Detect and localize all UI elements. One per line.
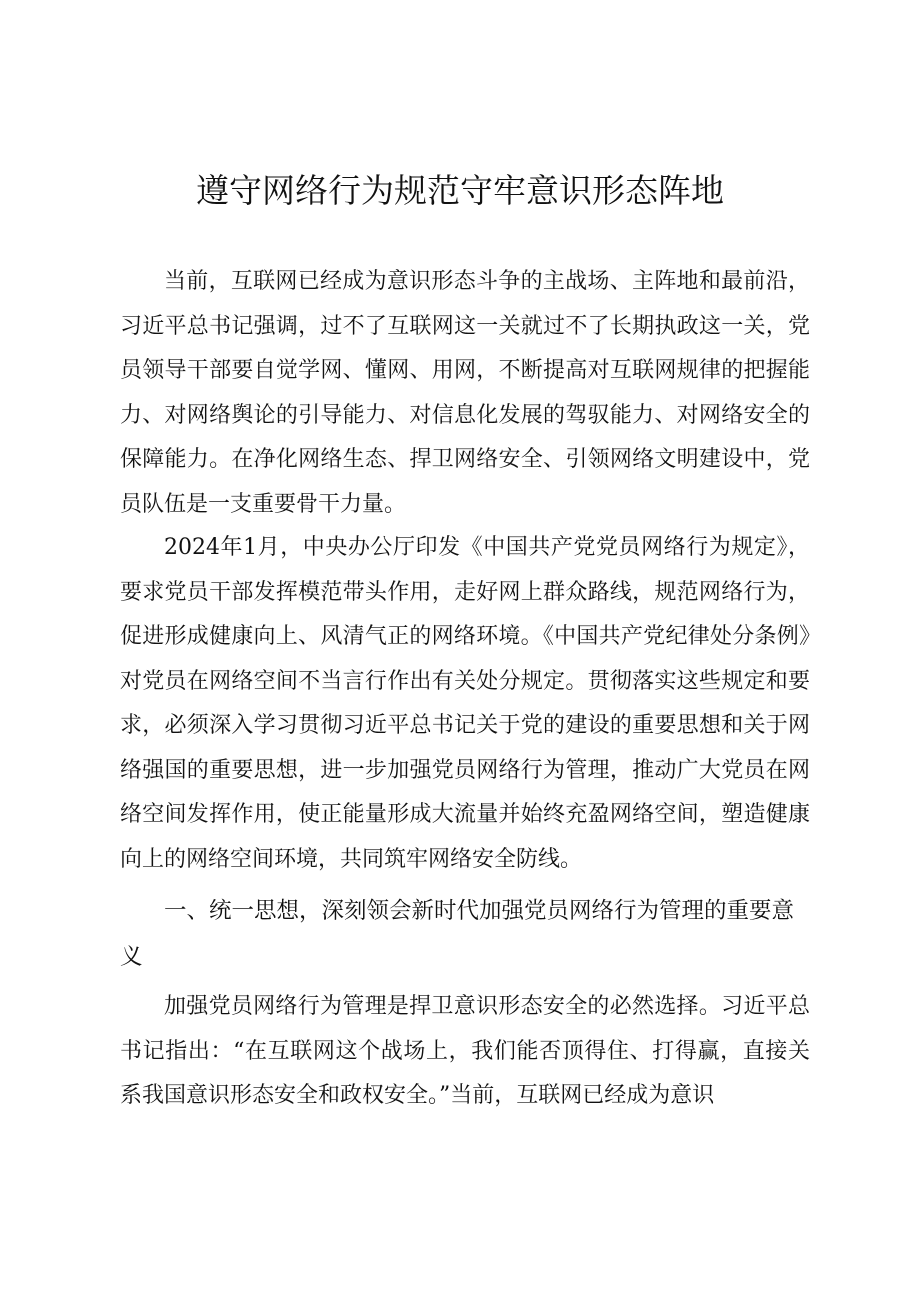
- paragraph-intro: 当前，互联网已经成为意识形态斗争的主战场、主阵地和最前沿，习近平总书记强调，过不了互联网这一关就过不了长期执政这一关，党员领导干部要自觉学网、懂网、用网，不断提高对互联网规律的把握能力、对网络舆论的引导能力、对信息化发展的驾驭能力、对网络安全的保障能力。在净化网络生态、捍卫网络安全、引领网络文明建设中，党员队伍是一支重要骨干力量。: [120, 269, 810, 517]
- paragraph-block-1: [120, 260, 810, 527]
- paragraph-regulation: 2024年1月，中央办公厅印发《中国共产党党员网络行为规定》，要求党员干部发挥模范带头作用，走好网上群众路线，规范网络行为，促进形成健康向上、风清气正的网络环境。《中国共产党纪律处分条例》对党员在网络空间不当言行作出有关处分规定。贯彻落实这些规定和要求，必须深入学习贯彻习近平总书记关于党的建设的重要思想和关于网络强国的重要思想，进一步加强党员网络行为管理，推动广大党员在网络空间发挥作用，使正能量形成大流量并始终充盈网络空间，塑造健康向上的网络空间环境，共同筑牢网络安全防线。: [120, 535, 810, 872]
- document-title: 遵守网络行为规范守牢意识形态阵地: [196, 171, 724, 210]
- paragraph-block-3: [120, 985, 810, 1119]
- paragraph-block-2: [120, 526, 810, 882]
- section-heading: 一、统一思想，深刻领会新时代加强党员网络行为管理的重要意义: [120, 898, 795, 970]
- paragraph-section-body: 加强党员网络行为管理是捍卫意识形态安全的必然选择。习近平总书记指出：“在互联网这个战场上，我们能否顶得住、打得赢，直接关系我国意识形态安全和政权安全。”当前，互联网已经成为意识: [120, 994, 810, 1108]
